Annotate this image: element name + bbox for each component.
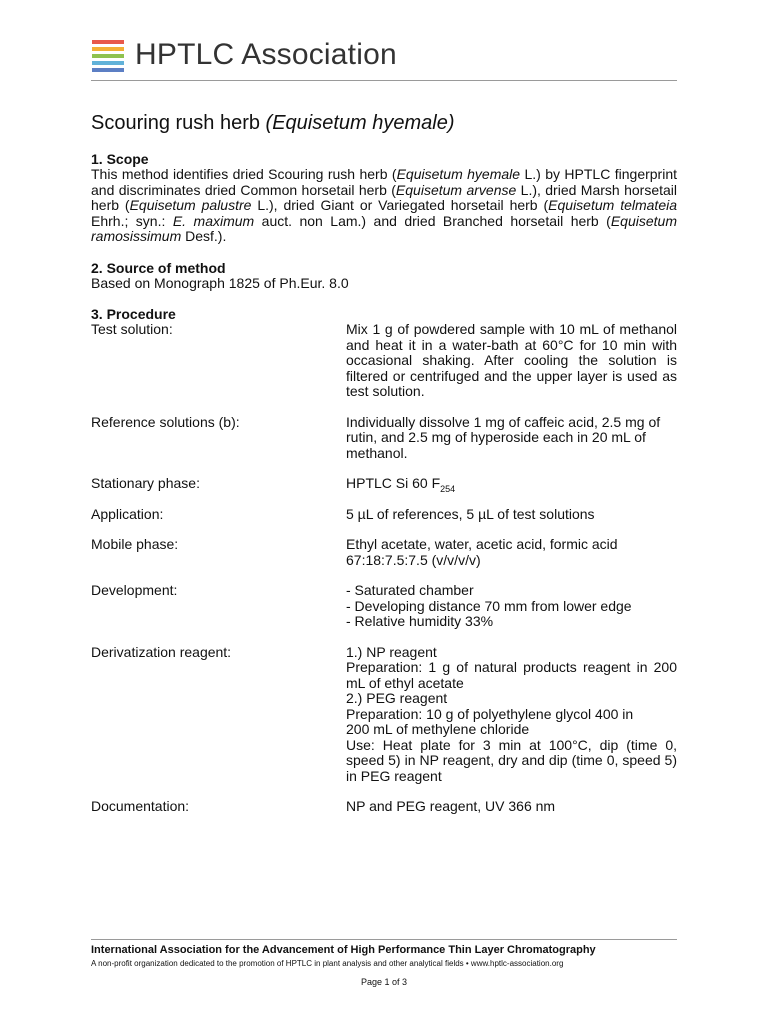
spacer — [91, 291, 677, 306]
row-label: Documentation: — [91, 798, 190, 814]
row-value: 5 µL of references, 5 µL of test solutions — [346, 505, 595, 522]
scope-text: L.) by HPTLC fingerprint and discriminates dried Common horsetail herb ( — [91, 166, 678, 198]
species-name: E. maximum — [172, 212, 255, 229]
species-name: Equisetum ramosissimum — [91, 212, 677, 244]
procedure-heading: 3. Procedure — [91, 306, 176, 322]
logo-stripe — [92, 40, 124, 44]
logo-stripe — [92, 61, 124, 65]
species-name: Equisetum hyemale — [396, 166, 521, 182]
footer-divider — [91, 939, 677, 940]
scope-text: This method identifies dried Scouring rush herb ( — [91, 166, 397, 182]
logo-stripe — [92, 68, 124, 72]
row-value: NP and PEG reagent, UV 366 nm — [346, 798, 556, 814]
spacer — [91, 245, 677, 260]
procedure-table — [91, 322, 677, 815]
scope-text: Desf.). — [181, 228, 227, 244]
row-value: Mix 1 g of powdered sample with 10 mL of methanol and heat it in a water-bath at 60°C for 10 min with occasional shaking. After cooling the solution is filtered or centrifuged and the upper layer is used as test solution. — [346, 321, 677, 399]
row-value — [346, 583, 677, 630]
procedure-row — [91, 583, 677, 630]
scope-text: auct. non Lam.) and dried Branched horsetail herb ( — [254, 212, 611, 229]
scope-heading: 1. Scope — [91, 151, 149, 167]
procedure-row — [91, 799, 677, 815]
value-line: Preparation: 10 g of polyethylene glycol 400 in — [346, 705, 634, 722]
value-line: 67:18:7.5:7.5 (v/v/v/v) — [346, 551, 481, 568]
row-label: Development: — [91, 582, 178, 598]
value-line: Ethyl acetate, water, acetic acid, formic acid — [346, 536, 618, 552]
procedure-row — [91, 415, 677, 462]
footer-organization: International Association for the Advancement of High Performance Thin Layer Chromatography — [91, 944, 596, 956]
source-text: Based on Monograph 1825 of Ph.Eur. 8.0 — [91, 274, 349, 291]
logo-text: HPTLC Association — [135, 38, 397, 71]
value-line: Use: Heat plate for 3 min at 100°C, dip (time 0, speed 5) in NP reagent, dry and dip (time 0, speed 5) in PEG reagent — [346, 736, 677, 784]
row-label: Reference solutions (b): — [91, 413, 240, 430]
value-line: - Developing distance 70 mm from lower edge — [346, 597, 632, 614]
procedure-row — [91, 507, 677, 523]
procedure-row — [91, 476, 677, 492]
value-line: 2.) PEG reagent — [346, 690, 448, 706]
stationary-phase-subscript: 254 — [440, 483, 456, 494]
title-plain: Scouring rush herb — [91, 112, 266, 134]
row-value — [346, 476, 677, 492]
row-value — [346, 645, 677, 785]
value-line: 200 mL of methylene chloride — [346, 721, 530, 737]
value-line: Preparation: 1 g of natural products reagent in 200 mL of ethyl acetate — [346, 659, 677, 691]
title-latin-name: (Equisetum hyemale) — [265, 112, 455, 134]
row-label: Test solution: — [91, 321, 173, 337]
page-number: Page 1 of 3 — [360, 977, 408, 987]
scope-text: L.), dried Giant or Variegated horsetail herb ( — [251, 197, 549, 213]
species-name: Equisetum telmateia — [548, 197, 678, 213]
logo-icon — [92, 40, 124, 74]
row-value — [346, 537, 677, 568]
header-divider — [91, 80, 677, 81]
row-label: Mobile phase: — [91, 536, 179, 552]
procedure-row — [91, 322, 677, 400]
document-body — [91, 109, 677, 815]
logo-stripe — [92, 47, 124, 51]
source-heading: 2. Source of method — [91, 259, 226, 276]
stationary-phase-text: HPTLC Si 60 F — [346, 475, 441, 491]
row-label: Stationary phase: — [91, 475, 200, 491]
species-name: Equisetum palustre — [129, 197, 252, 213]
species-name: Equisetum arvense — [395, 181, 517, 198]
procedure-row — [91, 537, 677, 568]
logo-stripe — [92, 54, 124, 58]
scope-text: L.), dried Marsh horsetail herb ( — [91, 181, 677, 213]
procedure-row — [91, 645, 677, 785]
scope-text: Ehrh.; syn.: — [91, 212, 173, 229]
value-line: 1.) NP reagent — [346, 643, 437, 660]
row-label: Derivatization reagent: — [91, 643, 232, 660]
scope-paragraph — [91, 167, 677, 245]
footer-tagline: A non-profit organization dedicated to the promotion of HPTLC in plant analysis and other analytical fields • www.hptlc-association.org — [91, 959, 564, 968]
document-title — [91, 109, 677, 137]
row-value: Individually dissolve 1 mg of caffeic acid, 2.5 mg of rutin, and 2.5 mg of hyperoside each in 20 mL of methanol. — [346, 413, 661, 461]
value-line: - Relative humidity 33% — [346, 613, 494, 629]
value-line: - Saturated chamber — [346, 582, 474, 598]
row-label: Application: — [91, 505, 164, 522]
